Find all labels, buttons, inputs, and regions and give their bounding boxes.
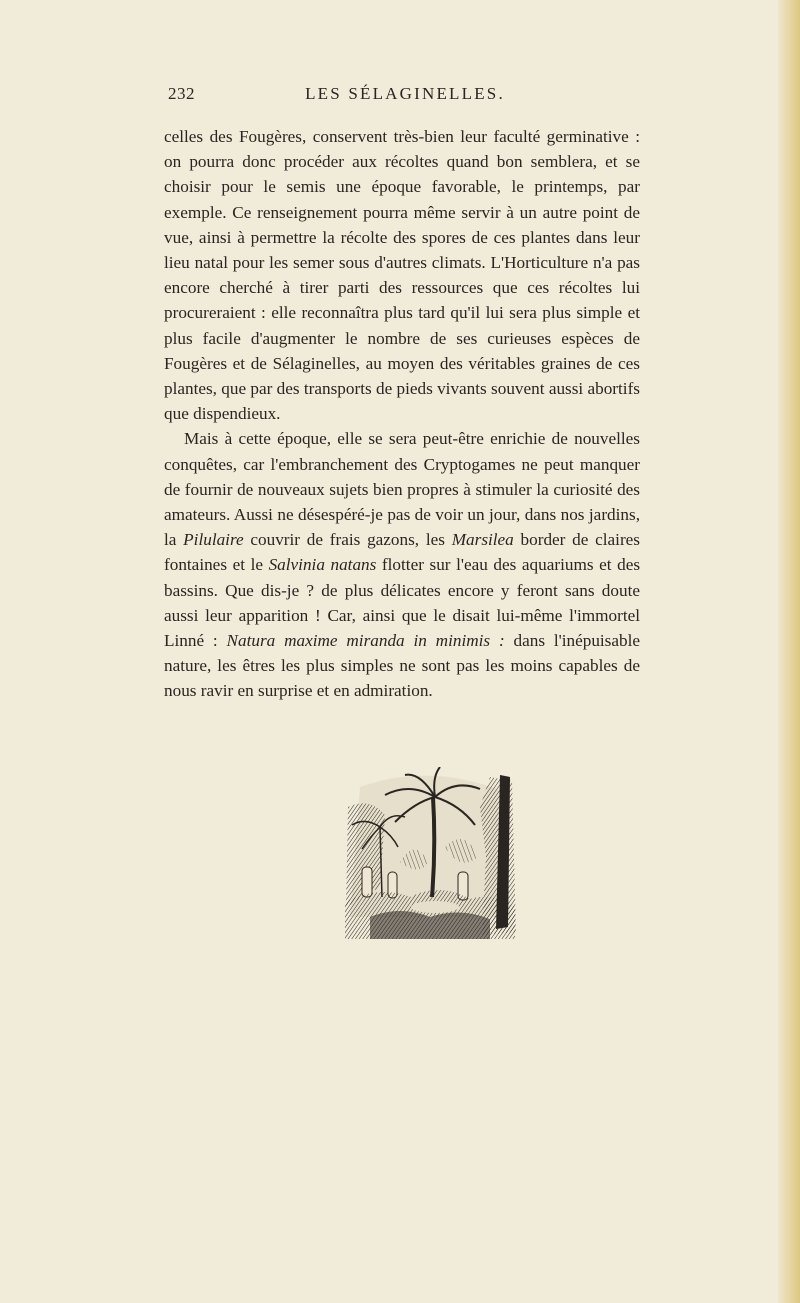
page-number: 232 xyxy=(168,84,195,103)
body-text xyxy=(164,124,640,704)
page-edge xyxy=(778,0,800,1303)
paragraph-1: celles des Fougères, conservent très-bien leur faculté germinative : on pourra donc procéder aux récoltes quand bon semblera, et se choisir pour le semis une époque favorable, le printemps, par exemple. Ce renseignement pourra même servir à un autre point de vue, ainsi à permettre la récolte des spores de ces plantes dans leur lieu natal pour les semer sous d'autres climats. L'Horticulture n'a pas encore cherché à tirer parti des ressources que ces récoltes lui procureraient : elle reconnaîtra plus tard qu'il lui sera plus simple et plus facile d'augmenter le nombre de ses curieuses espèces de Fougères et de Sélaginelles, au moyen des véritables graines de ces plantes, que par des transports de pieds vivants souvent aussi abortifs que dispendieux. xyxy=(164,127,640,424)
pilulaire-term: Pilulaire xyxy=(183,530,244,550)
latin-quote: Natura maxime miranda in minimis : xyxy=(226,631,505,651)
p2-text-d: flotter sur l'eau des aquariums et des bassins. Que dis-je ? de plus délicates encore y feront sans doute aussi leur apparition ! Car, ainsi que le disait lui-même l'immortel Linné : xyxy=(164,555,641,651)
p2-text-b: couvrir de frais gazons, les xyxy=(243,530,452,550)
marsilea-term: Marsilea xyxy=(451,530,514,550)
p2-text-c: border de claires fontaines et le xyxy=(164,530,640,575)
paragraph-2 xyxy=(164,426,640,703)
p2-text-e: dans l'inépuisable nature, les êtres les plus simples ne sont pas les moins capables de nous ravir en surprise et en admiration. xyxy=(164,631,640,701)
running-header xyxy=(168,84,642,108)
engraved-vignette-icon xyxy=(340,767,520,939)
salvinia-term: Salvinia natans xyxy=(268,555,377,575)
running-title: LES SÉLAGINELLES. xyxy=(305,84,505,103)
p2-text-a: Mais à cette époque, elle se sera peut-être enrichie de nouvelles conquêtes, car l'embranchement des Cryptogames ne peut manquer de fournir de nouveaux sujets bien propres à stimuler la curiosité des amateurs. Aussi ne désespéré-je pas de voir un jour, dans nos jardins, la xyxy=(164,429,640,550)
